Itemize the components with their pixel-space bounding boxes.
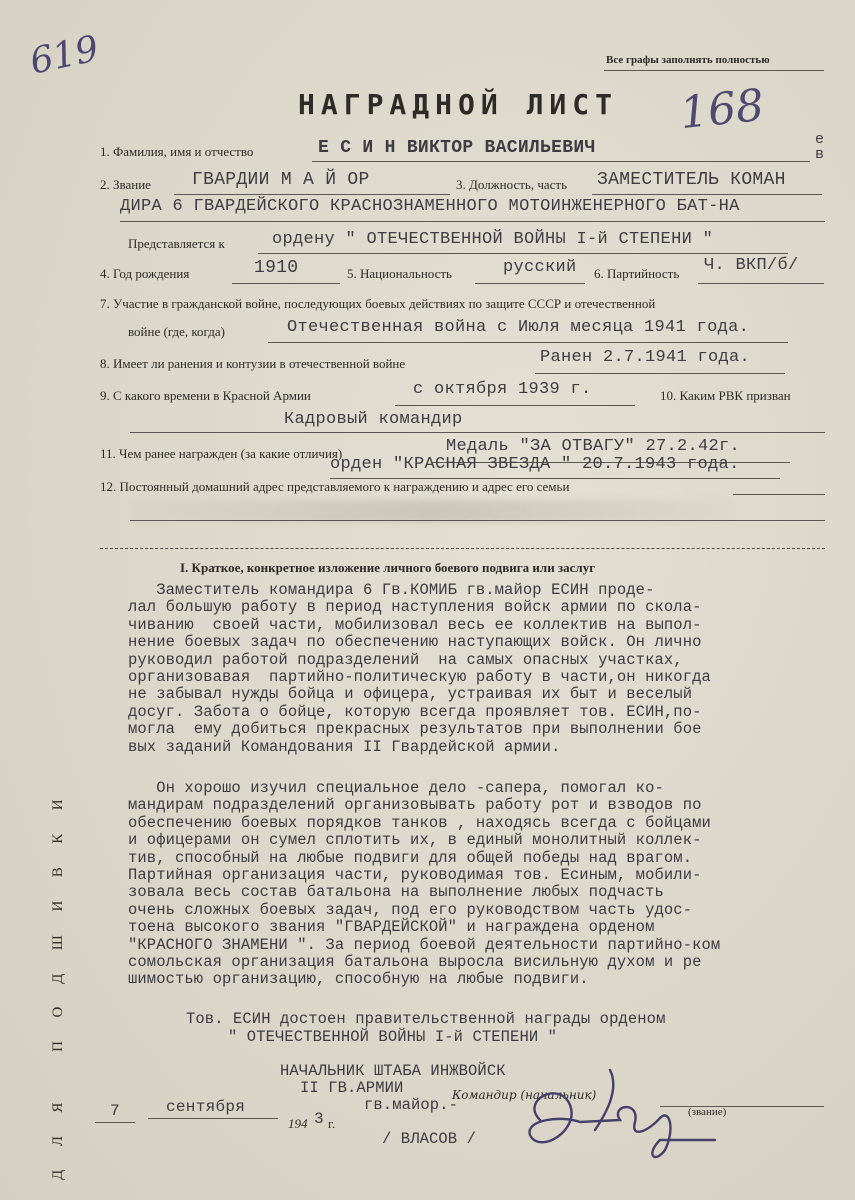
- field-10-label: 10. Каким РВК призван: [660, 388, 791, 403]
- field-8-value: Ранен 2.7.1941 года.: [540, 348, 751, 367]
- section-heading: I. Краткое, конкретное изложение личного боевого подвига или заслуг: [180, 560, 596, 575]
- field-10-line: [130, 432, 825, 433]
- date-year-g: г.: [328, 1116, 336, 1131]
- field-6-line: [698, 283, 824, 284]
- rank-caption: (звание): [688, 1106, 727, 1118]
- field-2-value: ГВАРДИИ М А Й ОР: [192, 170, 370, 190]
- field-1-label: 1. Фамилия, имя и отчество: [100, 144, 254, 159]
- p2-line: зовала весь состав батальона на выполнение любых подчасть: [128, 883, 664, 902]
- p1-line: досуг. Забота о бойце, которую всегда проявляет тов. ЕСИН,по-: [128, 702, 702, 721]
- handwritten-number: 168: [677, 79, 767, 140]
- p2-line: Партийная организация части, руководимая тов. Есиным, мобили-: [128, 866, 702, 885]
- field-9-line: [395, 405, 635, 406]
- date-month: сентября: [166, 1098, 246, 1116]
- binding-margin-text: ДЛЯ ПОДШИВКИ: [50, 775, 66, 1180]
- field-4-value: 1910: [254, 258, 299, 278]
- field-2-label: 2. Звание: [100, 177, 151, 192]
- field-5-line: [475, 283, 585, 284]
- p1-line: нение боевых задач по обеспечению наступающих войск. Он лично: [128, 633, 702, 652]
- field-3-value-2: ДИРА 6 ГВАРДЕЙСКОГО КРАСНОЗНАМЕННОГО МОТОИНЖЕНЕРНОГО БАТ-НА: [120, 197, 740, 216]
- p1-line: чиванию своей части, мобилизовал весь ее коллектив на выпол-: [128, 615, 702, 634]
- p1-line: Заместитель командира 6 Гв.КОМИБ гв.майор ЕСИН проде-: [128, 581, 655, 599]
- p1-line: не забывал нужды бойца и офицера, устраивая их быт и веселый: [128, 685, 693, 704]
- field-4-label: 4. Год рождения: [100, 266, 190, 281]
- field-7-label: 7. Участие в гражданской войне, последующих боевых действиях по защите СССР и отечественной: [100, 296, 656, 311]
- field-3-value: ЗАМЕСТИТЕЛЬ КОМАН: [597, 170, 786, 190]
- field-9-label: 9. С какого времени в Красной Армии: [100, 388, 311, 403]
- field-1-line: [312, 161, 810, 162]
- signer-unit: II ГВ.АРМИИ: [300, 1079, 404, 1097]
- field-6-label: 6. Партийность: [594, 266, 680, 281]
- presented-value: ордену " ОТЕЧЕСТВЕННОЙ ВОЙНЫ I-й СТЕПЕНИ ": [272, 230, 714, 249]
- field-11-label: 11. Чем ранее награжден (за какие отличия): [100, 446, 343, 461]
- instruction-underline: [604, 70, 824, 71]
- field-3-line: [592, 194, 822, 195]
- p2-line: шимостью организацию, способную на любые подвиги.: [128, 970, 589, 989]
- p2-line: сомольская организация батальона выросла висильную духом и ре: [128, 953, 702, 972]
- p2-line: и офицерами он сумел сплотить их, в единый монолитный коллек-: [128, 831, 702, 850]
- paragraph-1: [128, 582, 711, 756]
- field-7-value: Отечественная война с Июля месяца 1941 года.: [287, 318, 750, 337]
- p2-line: Он хорошо изучил специальное дело -сапера, помогал ко-: [128, 779, 664, 797]
- field-3-line-2: [120, 221, 825, 222]
- presented-line: [258, 253, 788, 254]
- p2-line: обеспечению боевых порядков танков , находясь всегда с бойцами: [128, 813, 711, 832]
- p2-line: мандирам подразделений организовывать работу рот и взводов по: [128, 796, 702, 815]
- corner-mark: 619: [26, 28, 103, 83]
- field-12-label: 12. Постоянный домашний адрес представляемого к награждению и адрес его семьи: [100, 479, 570, 494]
- field-3-label: 3. Должность, часть: [456, 177, 568, 192]
- conclusion-line-1: Тов. ЕСИН достоен правительственной награды орденом: [186, 1010, 666, 1028]
- date-year-suffix: 3: [314, 1110, 324, 1128]
- fill-instruction: Все графы заполнять полностью: [606, 54, 770, 66]
- field-10-value: Кадровый командир: [284, 410, 463, 429]
- redacted-address: [130, 500, 730, 522]
- p1-line: организовавая партийно-политическую работу в части,он никогда: [128, 668, 711, 687]
- side-mark: е в: [815, 131, 825, 163]
- date-month-line: [148, 1118, 278, 1119]
- field-5-label: 5. Национальность: [347, 266, 452, 281]
- p1-line: могла ему добиться прекрасных результатов при выполнении боe: [128, 720, 702, 739]
- p1-line: лал большую работу в период наступления войск армии по скола-: [128, 598, 702, 617]
- presented-label: Представляется к: [128, 236, 225, 251]
- field-12-line-2: [130, 520, 825, 521]
- p2-line: тоена высокого звания "ГВАРДЕЙСКОЙ" и награждена орденом: [128, 918, 655, 937]
- conclusion-line-2: " ОТЕЧЕСТВЕННОЙ ВОЙНЫ I-й СТЕПЕНИ ": [228, 1028, 558, 1046]
- field-12-line: [733, 494, 825, 495]
- page-title: НАГРАДНОЙ ЛИСТ: [298, 88, 619, 121]
- field-9-value: с октября 1939 г.: [413, 380, 592, 399]
- field-7-label-2: войне (где, когда): [128, 324, 225, 339]
- p1-line: руководил работой подразделений на самых опасных участках,: [128, 650, 683, 669]
- p2-line: "КРАСНОГО ЗНАМЕНИ ". За период боевой деятельности партийно-ком: [128, 935, 721, 954]
- date-day-line: [95, 1122, 135, 1123]
- field-11-value-2: орден "КРАСНАЯ ЗВЕЗДА " 20.7.1943 года.: [330, 455, 740, 474]
- field-2-line: [174, 194, 450, 195]
- section-divider: [100, 548, 825, 549]
- field-6-value: Ч. ВКП/б/: [704, 256, 799, 275]
- p2-line: тив, способный на любые подвиги для общей победы над врагом.: [128, 848, 693, 867]
- field-4-line: [232, 283, 340, 284]
- field-11-value: Медаль "ЗА ОТВАГУ" 27.2.42г.: [446, 437, 741, 456]
- signer-title: НАЧАЛЬНИК ШТАБА ИНЖВОЙСК: [280, 1062, 506, 1080]
- handwritten-signature: [500, 1060, 720, 1170]
- field-5-value: русский: [503, 258, 577, 277]
- field-1-value: Е С И Н ВИКТОР ВАСИЛЬЕВИЧ: [318, 138, 596, 158]
- p2-line: очень сложных боевых задач, под его руководством часть удос-: [128, 900, 693, 919]
- paragraph-2: [128, 780, 720, 989]
- signer-name: / ВЛАСОВ /: [382, 1130, 477, 1148]
- date-day: 7: [110, 1102, 120, 1120]
- commander-label: Командир (начальник): [452, 1088, 597, 1102]
- field-7-line: [268, 342, 788, 343]
- signer-rank: гв.майор.-: [364, 1096, 459, 1114]
- field-8-line: [535, 373, 785, 374]
- date-year-prefix: 194: [288, 1116, 308, 1131]
- p1-line: вых заданий Командования II Гвардейской армии.: [128, 737, 561, 756]
- field-8-label: 8. Имеет ли ранения и контузии в отечественной войне: [100, 356, 406, 371]
